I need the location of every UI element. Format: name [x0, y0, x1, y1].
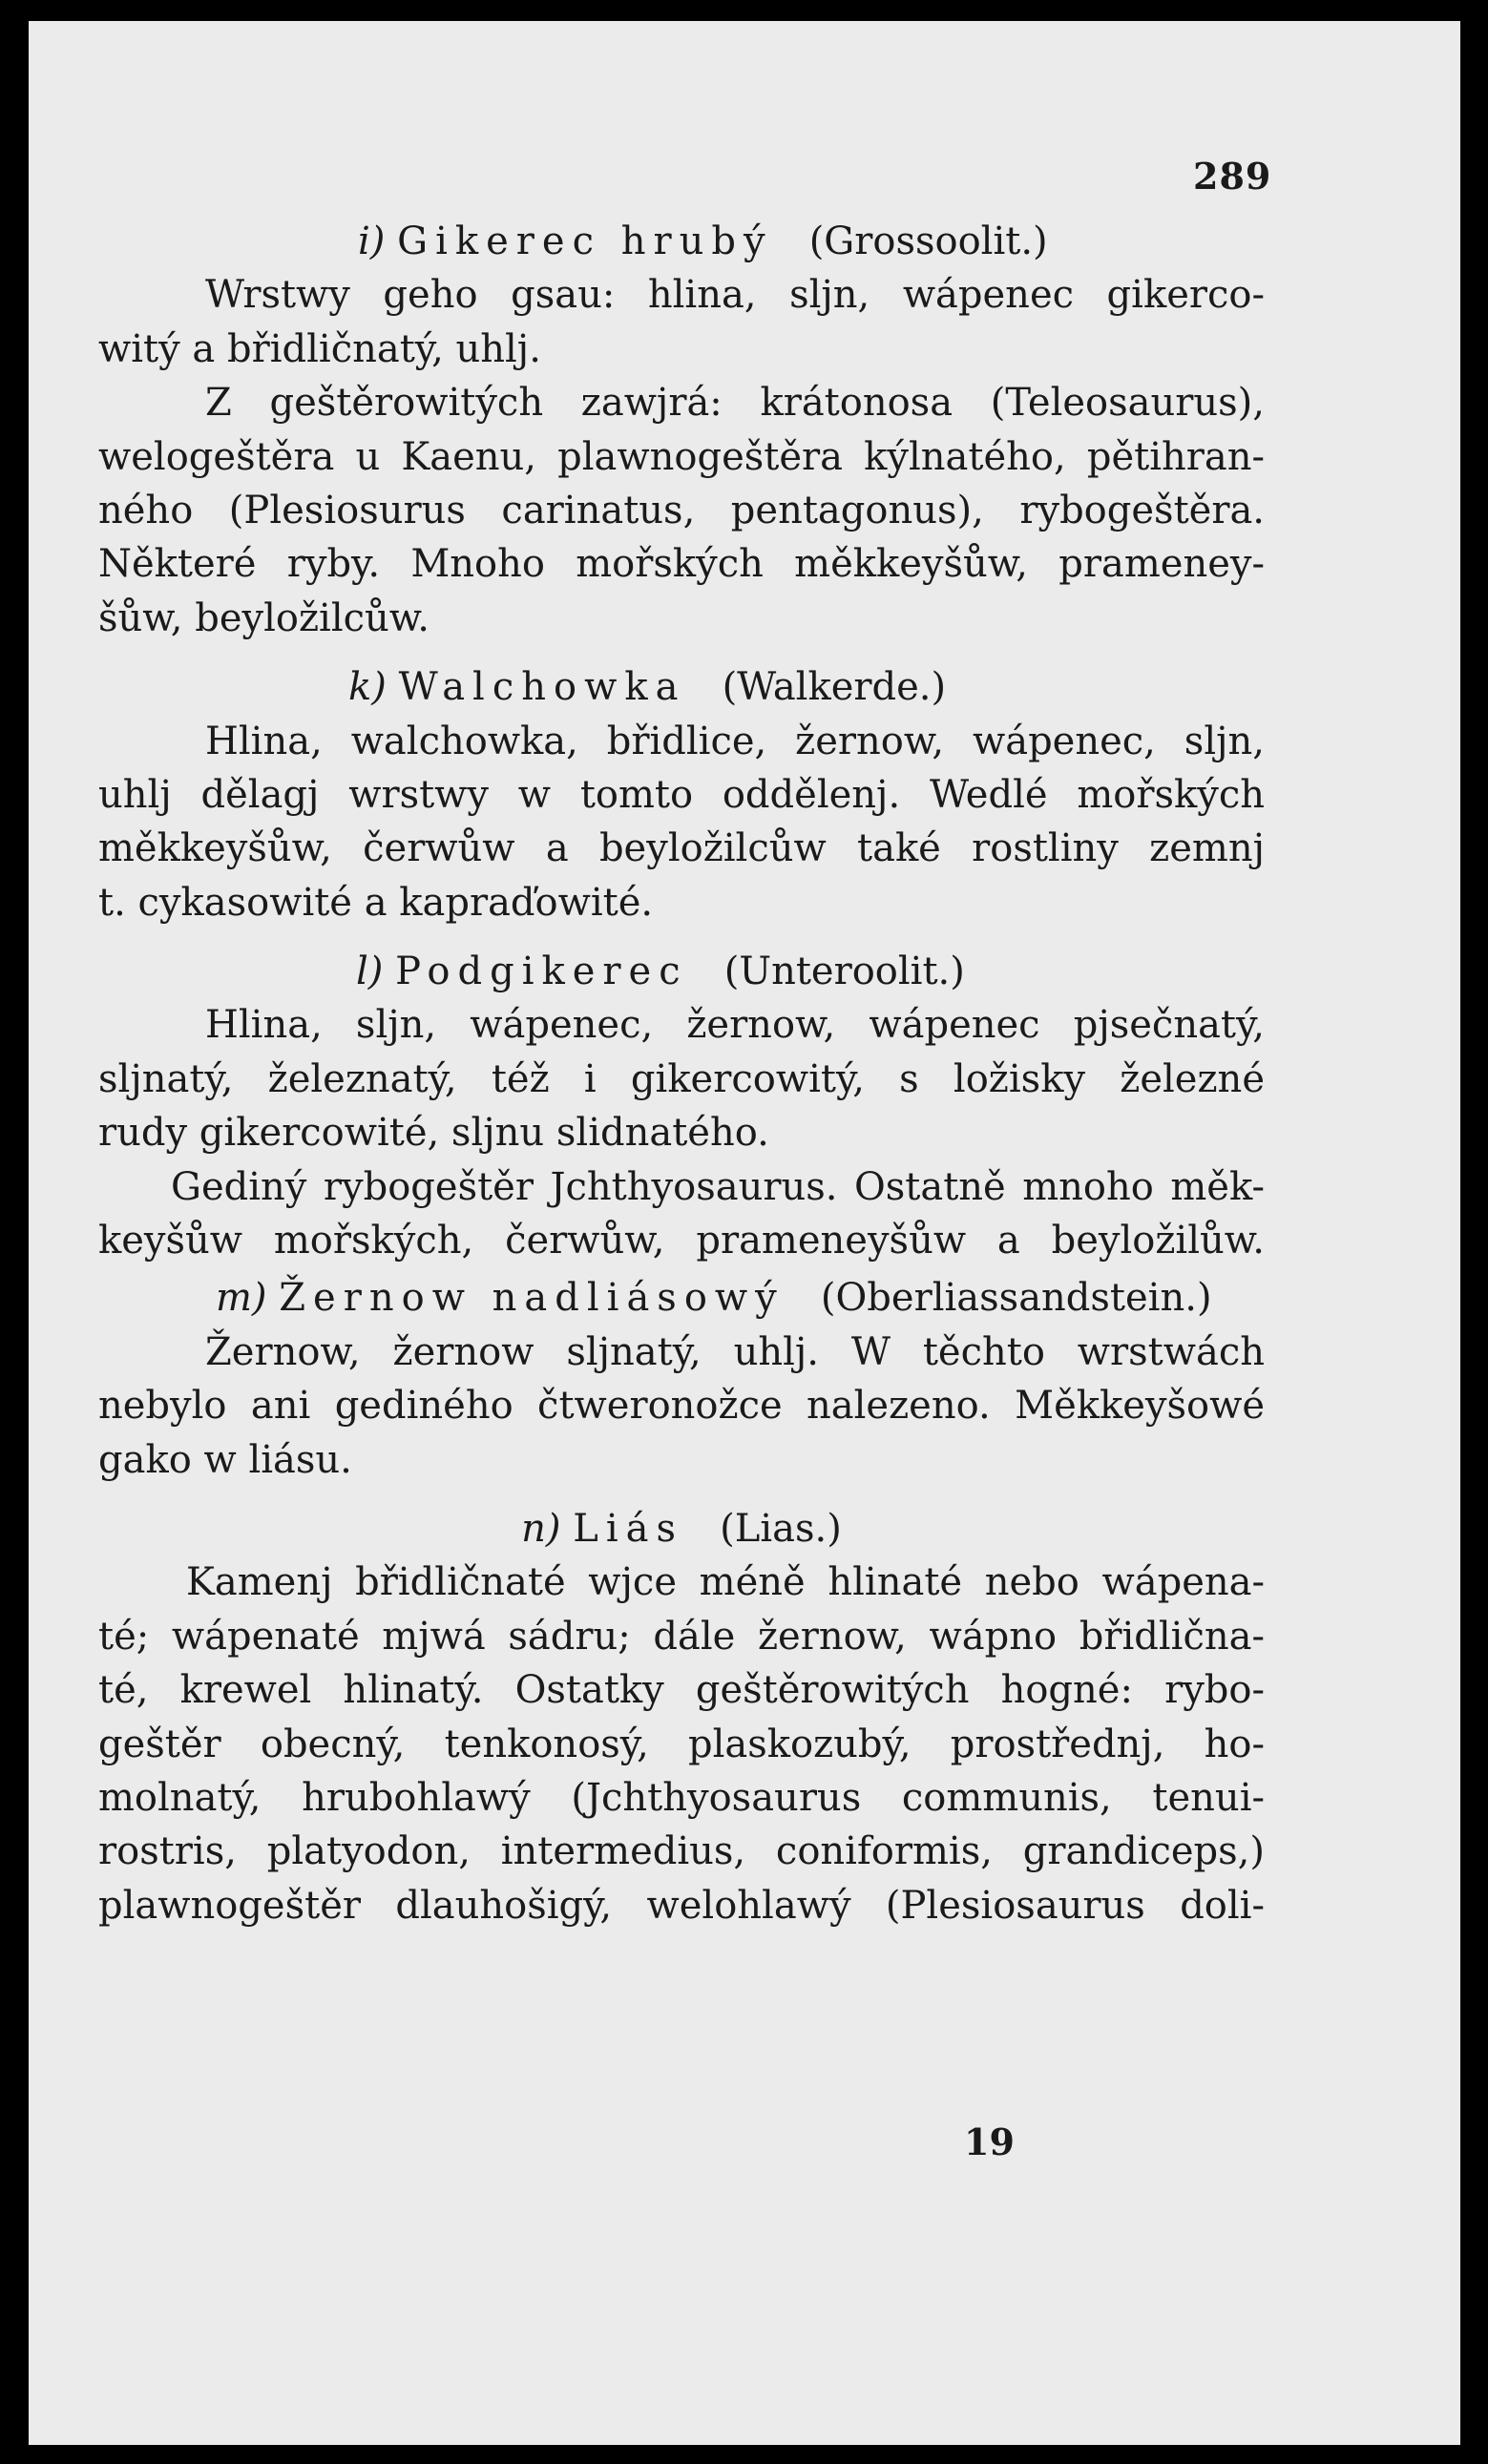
text-line: té, krewel hlinatý. Ostatky geštěrowitých hogné: rybo- — [98, 1668, 1265, 1713]
spacer — [98, 645, 1265, 660]
section-name: Gikerec hrubý — [397, 219, 773, 263]
text-line: měkkeyšůw, čerwůw a beyložilcůw také rostliny zemnj — [98, 826, 1265, 871]
section-latin: (Grossoolit.) — [808, 219, 1048, 263]
section-mark: i) — [358, 219, 386, 263]
section-mark: l) — [356, 950, 384, 994]
section-heading-l — [98, 945, 1265, 998]
text-line: Gediný rybogeštěr Jchthyosaurus. Ostatně mnoho měk- — [171, 1164, 1265, 1209]
text-line: uhlj dělagj wrstwy w tomto oddělenj. Wedlé mořských — [98, 772, 1265, 817]
text-line: Hlina, sljn, wápenec, žernow, wápenec pjsečnatý, — [205, 1003, 1265, 1048]
text-line: plawnogeštěr dlauhošigý, welohlawý (Plesiosaurus doli- — [98, 1883, 1265, 1928]
page-text — [98, 215, 1265, 1932]
text-line: šůw, beyložilcůw. — [98, 595, 430, 640]
text-line: ného (Plesiosurus carinatus, pentagonus), rybogeštěra. — [98, 488, 1265, 532]
section-latin: (Unteroolit.) — [723, 950, 965, 994]
text-line: Z geštěrowitých zawjrá: krátonosa (Teleosaurus), — [205, 381, 1265, 426]
section-latin: (Walkerde.) — [722, 665, 947, 710]
text-line: Kamenj břidličnaté wjce méně hlinaté nebo wápena- — [186, 1560, 1265, 1605]
section-name: Walchowka — [398, 665, 686, 710]
section-heading-k — [98, 660, 1265, 714]
text-line: té; wápenaté mjwá sádru; dále žernow, wápno břidlična- — [98, 1614, 1265, 1659]
text-line: gako w liásu. — [98, 1437, 352, 1482]
text-line: rostris, platyodon, intermedius, coniformis, grandiceps,) — [98, 1829, 1265, 1874]
text-line: keyšůw mořských, čerwůw, prameneyšůw a beyložilůw. — [98, 1219, 1265, 1263]
text-line: witý a břidličnatý, uhlj. — [98, 326, 541, 371]
text-line: sljnatý, železnatý, též i gikercowitý, s ložisky železné — [98, 1056, 1265, 1101]
section-heading-i — [98, 215, 1265, 268]
text-line: geštěr obecný, tenkonosý, plaskozubý, prostřednj, ho- — [98, 1722, 1265, 1766]
text-line: Některé ryby. Mnoho mořských měkkeyšůw, prameney- — [98, 542, 1265, 587]
text-line: welogeštěra u Kaenu, plawnogeštěra kýlnatého, pětihran- — [98, 434, 1265, 479]
spacer — [98, 929, 1265, 945]
section-name: Liás — [573, 1506, 683, 1551]
section-heading-m — [98, 1271, 1265, 1325]
text-line: nebylo ani gediného čtweronožce nalezeno. Měkkeyšowé — [98, 1384, 1265, 1429]
text-line: Hlina, walchowka, břidlice, žernow, wápenec, sljn, — [205, 719, 1265, 763]
page-edge-shadow — [1460, 0, 1488, 2464]
section-name: Podgikerec — [395, 950, 688, 994]
spacer — [98, 1487, 1265, 1502]
text-line: rudy gikercowité, sljnu slidnatého. — [98, 1111, 769, 1156]
section-mark: k) — [348, 665, 387, 710]
text-line: Žernow, žernow sljnatý, uhlj. W těchto wrstwách — [205, 1329, 1265, 1374]
text-line: t. cykasowité a kapraďowité. — [98, 880, 654, 925]
page-number: 289 — [1193, 155, 1272, 198]
signature-mark: 19 — [964, 2120, 1015, 2163]
section-mark: n) — [521, 1506, 561, 1551]
section-latin: (Oberliassandstein.) — [820, 1276, 1212, 1321]
section-latin: (Lias.) — [720, 1506, 842, 1551]
section-mark: m) — [216, 1276, 267, 1321]
text-line: Wrstwy geho gsau: hlina, sljn, wápenec gikerco- — [205, 273, 1265, 318]
section-name: Žernow nadliásowý — [279, 1276, 785, 1321]
section-heading-n — [98, 1502, 1265, 1556]
text-line: molnatý, hrubohlawý (Jchthyosaurus communis, tenui- — [98, 1775, 1265, 1820]
